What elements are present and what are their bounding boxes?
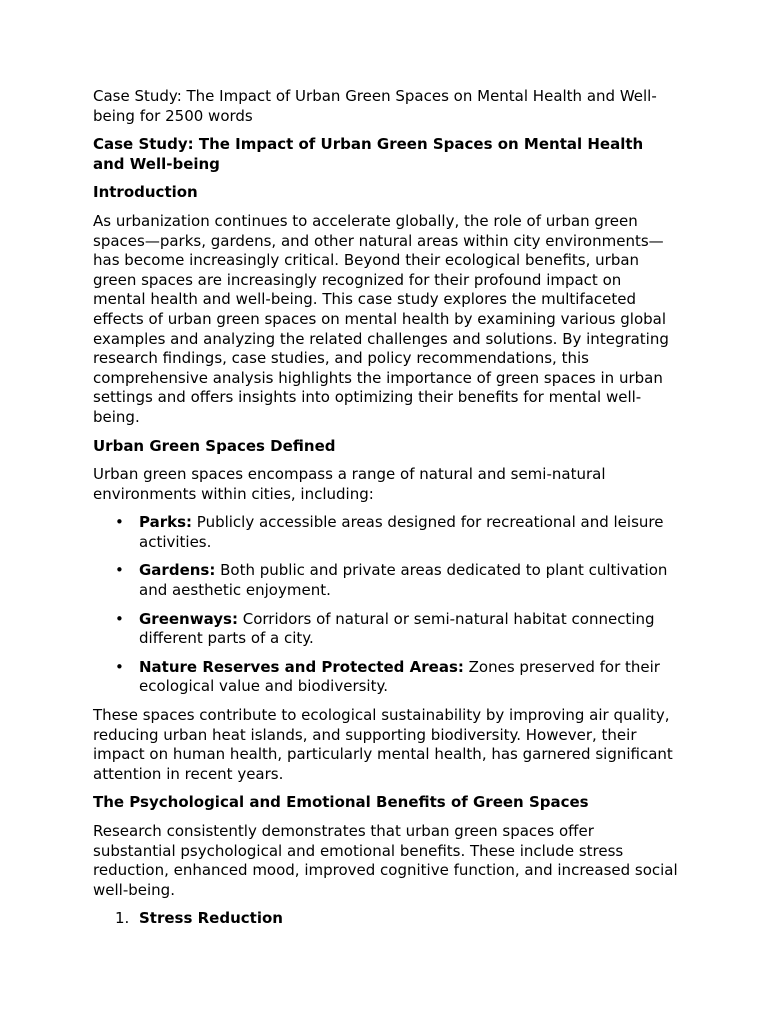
list-item-term: Parks:	[139, 513, 193, 532]
list-item	[93, 658, 678, 697]
list-number: 1.	[115, 909, 130, 928]
list-item	[93, 513, 678, 552]
defined-intro-paragraph: Urban green spaces encompass a range of natural and semi-natural environments within cities, including:	[93, 465, 606, 503]
list-item	[93, 561, 678, 600]
list-item-term: Nature Reserves and Protected Areas:	[139, 657, 464, 676]
document-title: Case Study: The Impact of Urban Green Spaces on Mental Health and Well-being	[93, 135, 644, 173]
benefits-paragraph: Research consistently demonstrates that urban green spaces offer substantial psychological and emotional benefits. These include stress reduction, enhanced mood, improved cognitive function, and increased social well-being.	[93, 822, 678, 899]
benefits-list	[93, 909, 678, 929]
list-item-term: Greenways:	[139, 609, 238, 628]
list-item	[93, 610, 678, 649]
list-item-text: Both public and private areas dedicated to plant cultivation and aesthetic enjoyment.	[139, 561, 668, 600]
green-space-types-list	[93, 513, 678, 697]
list-item-text: Zones preserved for their ecological value and biodiversity.	[139, 657, 660, 696]
prompt-text: Case Study: The Impact of Urban Green Spaces on Mental Health and Well-being for 2500 words	[93, 87, 657, 125]
introduction-paragraph: As urbanization continues to accelerate globally, the role of urban green spaces—parks, gardens, and other natural areas within city environments—has become increasingly critical. Beyond their ecological benefits, urban green spaces are increasingly recognized for their profound impact on mental health and well-being. This case study explores the multifaceted effects of urban green spaces on mental health by examining various global examples and analyzing the related challenges and solutions. By integrating research findings, case studies, and policy recommendations, this comprehensive analysis highlights the importance of green spaces in urban settings and offers insights into optimizing their benefits for mental well-being.	[93, 211, 669, 426]
list-item-text: Publicly accessible areas designed for recreational and leisure activities.	[139, 513, 664, 551]
bullet-icon: •	[115, 513, 124, 532]
heading-green-spaces-defined: Urban Green Spaces Defined	[93, 436, 336, 455]
list-item-label: Stress Reduction	[139, 909, 283, 928]
bullet-icon: •	[115, 561, 124, 580]
bullet-icon: •	[115, 609, 124, 628]
bullet-icon: •	[115, 657, 124, 676]
list-item-text: Corridors of natural or semi-natural habitat connecting different parts of a city.	[139, 609, 655, 648]
heading-introduction: Introduction	[93, 183, 198, 202]
list-item-term: Gardens:	[139, 561, 216, 580]
list-item	[93, 909, 678, 929]
defined-closing-paragraph: These spaces contribute to ecological sustainability by improving air quality, reducing urban heat islands, and supporting biodiversity. However, their impact on human health, particularly mental health, has garnered significant attention in recent years.	[93, 706, 673, 783]
heading-benefits: The Psychological and Emotional Benefits of Green Spaces	[93, 793, 589, 812]
